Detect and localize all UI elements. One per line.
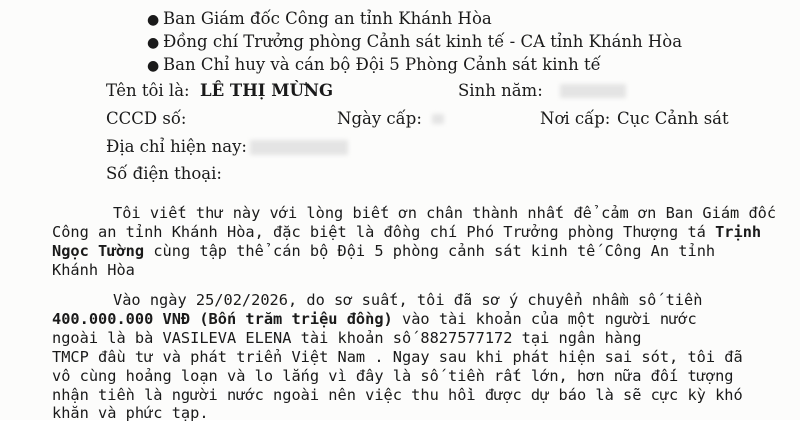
para2-line: nhận tiền là người nước ngoài nên việc thu hồi được dự báo là sẽ cực kỳ khó <box>52 386 743 404</box>
recipient-item: ● Đồng chí Trưởng phòng Cảnh sát kinh tế - CA tỉnh Khánh Hòa <box>147 31 682 54</box>
recipient-item: ● Ban Chỉ huy và cán bộ Đội 5 Phòng Cảnh sát kinh tế <box>147 54 682 77</box>
bullet-icon: ● <box>147 58 160 74</box>
name-value: LÊ THỊ MỪNG <box>200 81 334 100</box>
address-label: Địa chỉ hiện nay: <box>106 137 247 156</box>
issue-place-label: Nơi cấp: <box>540 109 611 128</box>
para2-line: ngoài là bà VASILEVA ELENA tài khoản số 8827577172 tại ngân hàng <box>52 329 642 347</box>
redacted-address <box>250 140 348 155</box>
para2-line: 400.000.000 VNĐ (Bốn trăm triệu đồng) vào tài khoản của một người nước <box>52 310 697 328</box>
recipient-item: ● Ban Giám đốc Công an tỉnh Khánh Hòa <box>147 8 682 31</box>
name-label: Tên tôi là: <box>106 81 190 100</box>
birth-label: Sinh năm: <box>458 81 543 100</box>
redacted-birth-year <box>560 84 626 98</box>
recipient-list <box>147 8 682 77</box>
issue-date-label: Ngày cấp: <box>337 109 422 128</box>
bullet-icon: ● <box>147 12 160 28</box>
para1-line: Công an tỉnh Khánh Hòa, đặc biệt là đồng chí Phó Trưởng phòng Thượng tá Trịnh <box>52 223 762 241</box>
para1-line: Ngọc Tường cùng tập thể cán bộ Đội 5 phòng cảnh sát kinh tế Công An tỉnh <box>52 242 716 260</box>
para2-line: TMCP đầu tư và phát triển Việt Nam . Ngay sau khi phát hiện sai sót, tôi đã <box>52 348 743 366</box>
para1-line: Khánh Hòa <box>52 261 135 279</box>
para2-line: khăn và phức tạp. <box>52 404 209 422</box>
issue-place-value: Cục Cảnh sát <box>617 109 729 128</box>
cccd-label: CCCD số: <box>106 109 187 128</box>
para2-line: vô cùng hoảng loạn và lo lắng vì đây là số tiền rất lớn, hơn nữa đối tượng <box>52 367 734 385</box>
phone-label: Số điện thoại: <box>106 164 222 183</box>
para2-line: Vào ngày 25/02/2026, do sơ suất, tôi đã sơ ý chuyển nhầm số tiền <box>113 291 703 309</box>
para1-line: Tôi viết thư này với lòng biết ơn chân thành nhất để cảm ơn Ban Giám đốc <box>113 204 777 222</box>
bullet-icon: ● <box>147 35 160 51</box>
redacted-issue-date <box>432 114 444 124</box>
